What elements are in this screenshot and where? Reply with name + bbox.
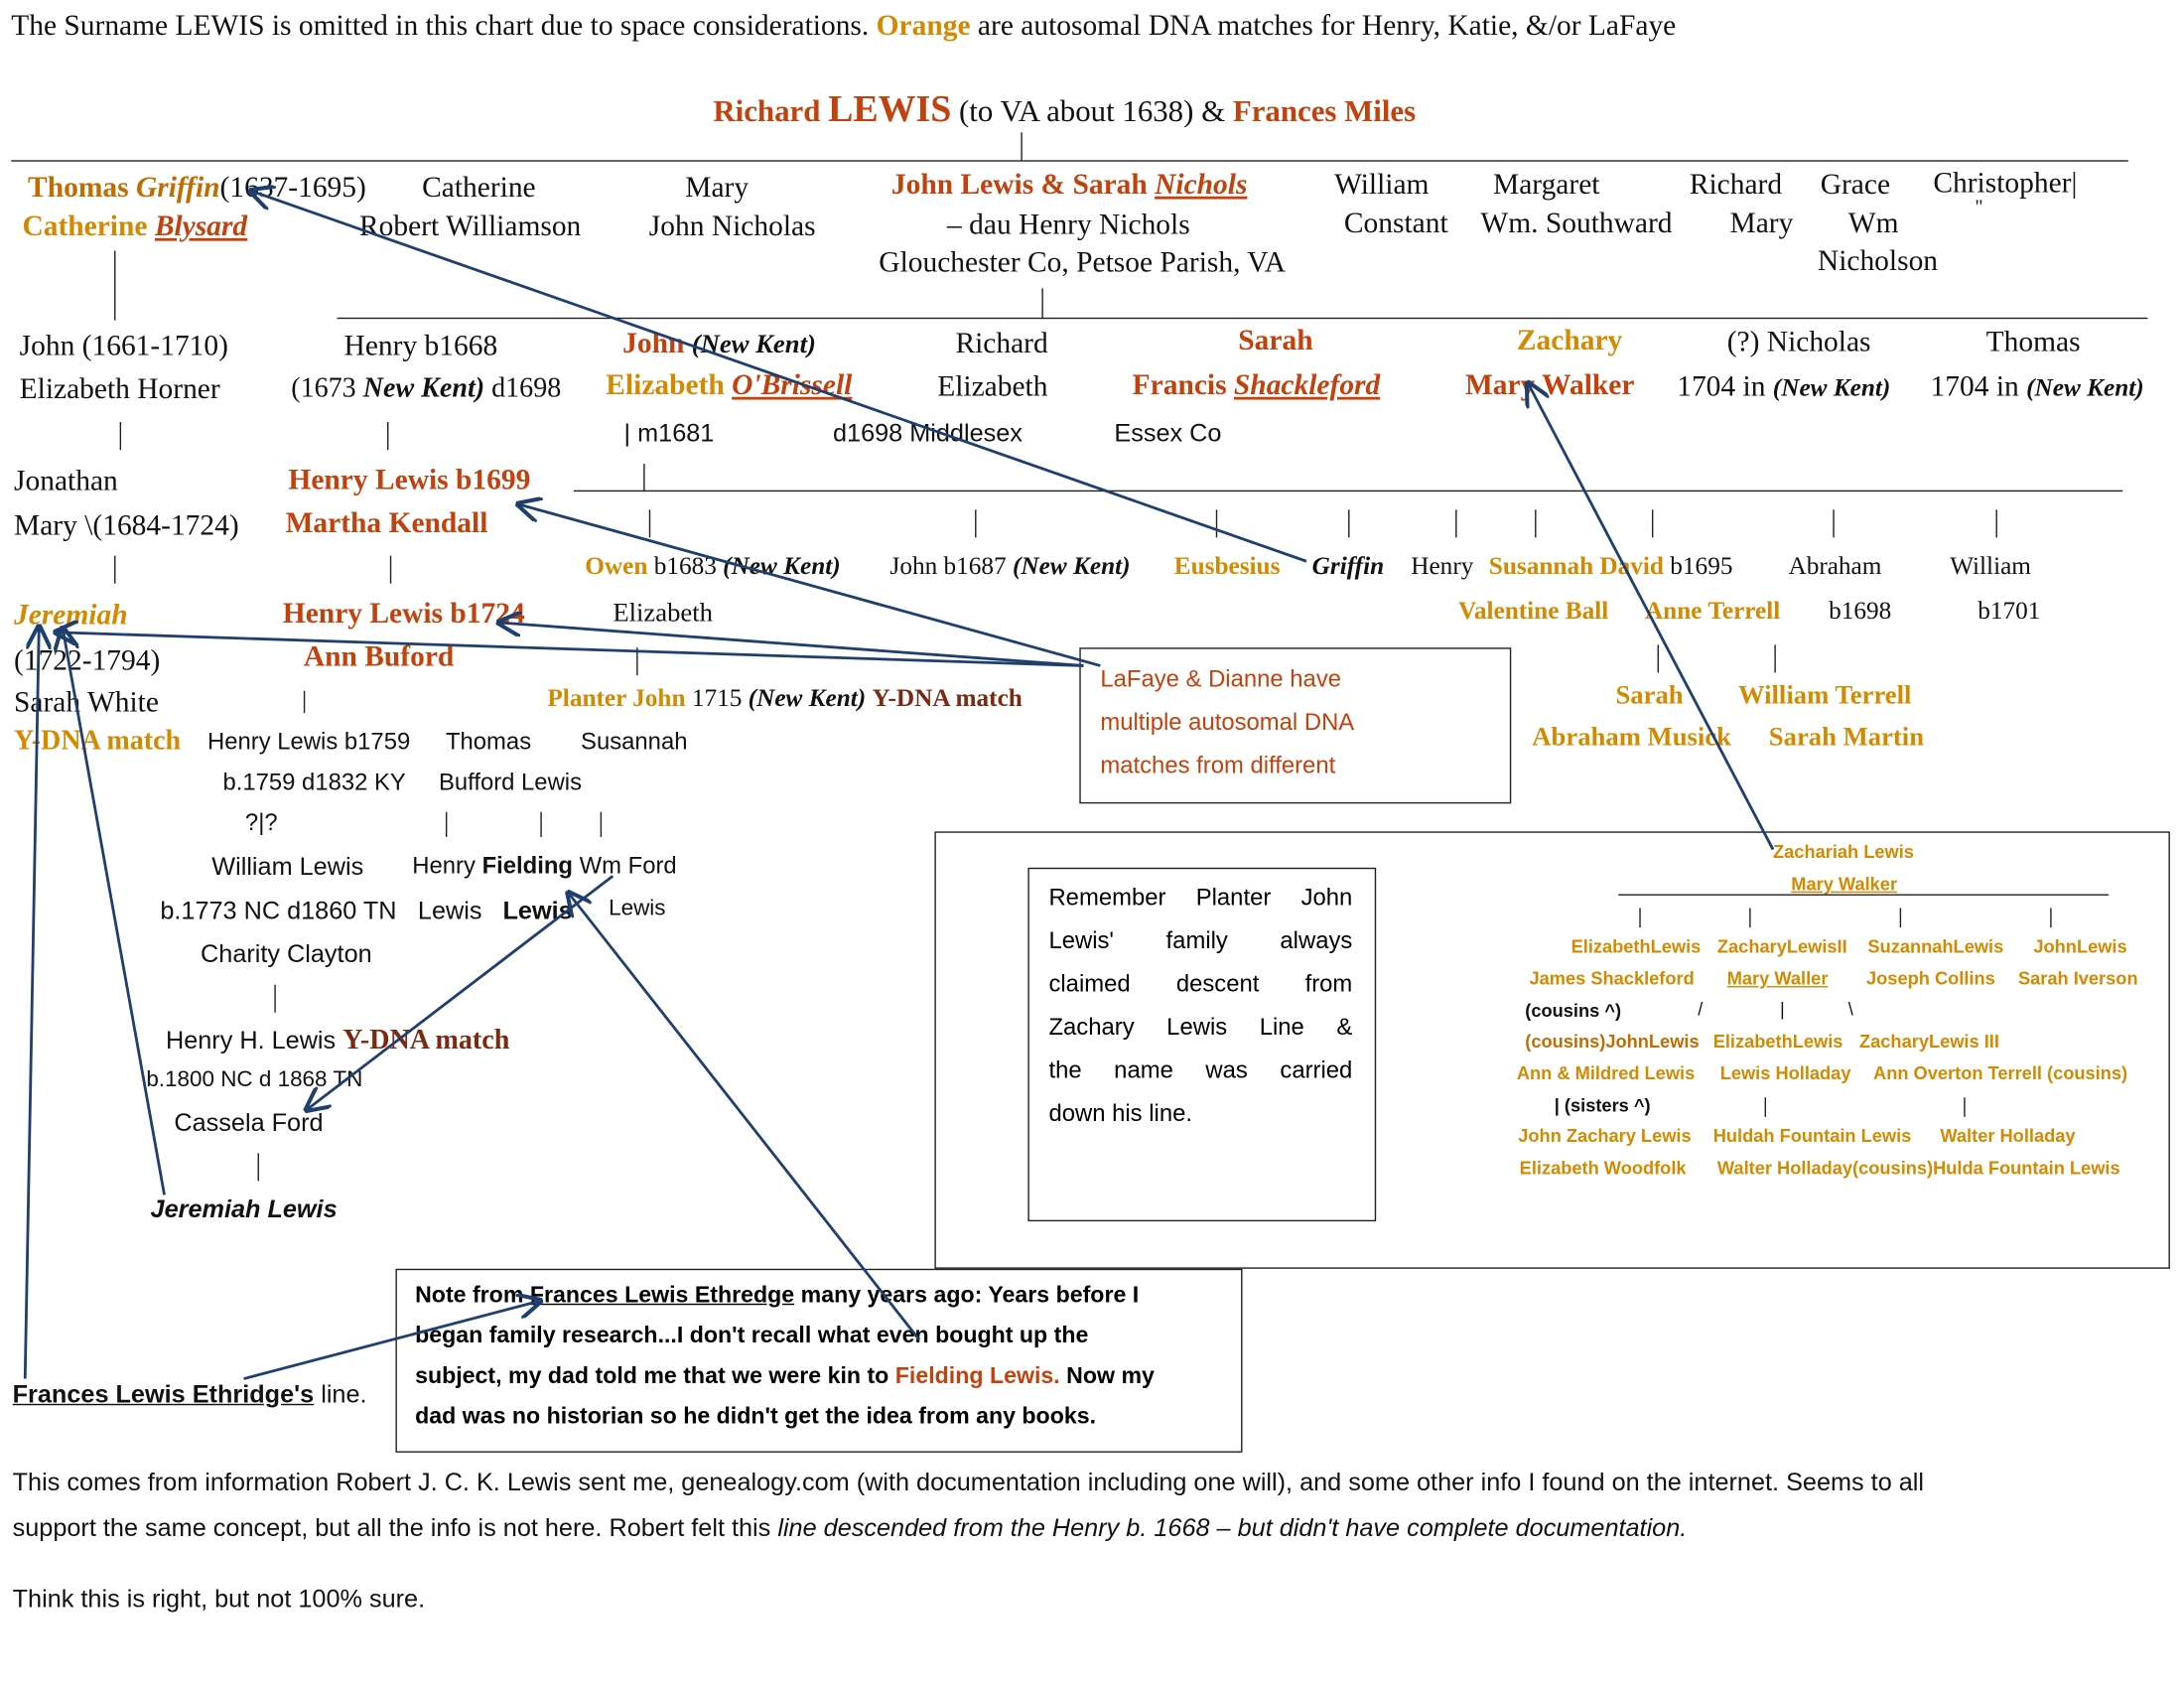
person-elizabeth-4: Elizabeth: [613, 599, 713, 629]
note-subject: subject, my dad told me that we were kin to: [415, 1363, 889, 1389]
person-nicholas: (?) Nicholas: [1726, 324, 1871, 358]
zach-suzannah: SuzannahLewis: [1867, 935, 2004, 957]
note-line-4: dad was no historian so he didn't get the idea from any books.: [415, 1403, 1097, 1430]
william-birth: b1701: [1978, 596, 2041, 625]
header-note-text: The Surname LEWIS is omitted in this chart due to space considerations.: [11, 8, 870, 43]
francis-first: Francis: [1132, 367, 1227, 401]
william-lewis-dates: b.1773 NC d1860 TN: [160, 897, 397, 925]
zach-ann-overton: Ann Overton Terrell (cousins): [1873, 1062, 2128, 1084]
arrow-lafaye-to-henry1699: [518, 504, 1100, 666]
note-fielding: Fielding Lewis.: [894, 1363, 1060, 1389]
thomas-dates: (1637-1695): [219, 170, 366, 204]
lewis-henry: Lewis: [417, 897, 482, 925]
ethridge-name: Frances Lewis Ethridge's: [12, 1379, 315, 1409]
arrow-lafaye-to-henry1724: [498, 623, 1083, 665]
zach-elizabeth-2: ElizabethLewis: [1712, 1030, 1843, 1052]
catherine-first: Catherine: [22, 209, 148, 243]
owen-nk: (New Kent): [723, 551, 841, 580]
person-mary-walker: Mary Walker: [1464, 367, 1635, 401]
zach-sisters: | (sisters ^): [1554, 1094, 1651, 1116]
glouchester: Glouchester Co, Petsoe Parish, VA: [879, 244, 1287, 279]
thomas-nk: (New Kent): [2026, 372, 2144, 401]
zach-walter: Walter Holladay: [1940, 1125, 2076, 1147]
remember-line-1: Remember Planter John: [1048, 884, 1353, 912]
henry-1673-nk: New Kent): [362, 372, 485, 404]
footer-paragraph-2: Think this is right, but not 100% sure.: [12, 1585, 426, 1614]
person-ann-buford: Ann Buford: [303, 638, 455, 673]
person-richard-2: Richard: [955, 326, 1048, 359]
note-years: many years ago: Years before I: [800, 1282, 1140, 1309]
question-marks: ?|?: [244, 808, 278, 836]
person-abraham-musick: Abraham Musick: [1532, 722, 1731, 753]
person-eusbesius: Eusbesius: [1173, 551, 1281, 580]
john-1687-text: John b1687: [889, 551, 1007, 580]
person-martha-kendall: Martha Kendall: [285, 505, 488, 539]
quote-mark: ": [1975, 198, 1983, 219]
zach-john: JohnLewis: [2033, 935, 2127, 957]
elizabeth-first: Elizabeth: [606, 367, 725, 401]
nichols: Nichols: [1155, 167, 1248, 201]
ydna-match-1: Y-DNA match: [14, 725, 182, 757]
remember-line-6: down his line.: [1048, 1100, 1192, 1127]
person-charity-clayton: Charity Clayton: [201, 939, 372, 968]
jeremiah-name: Jeremiah: [14, 597, 128, 632]
henry-5: Henry: [412, 852, 476, 880]
lafaye-line-3: matches from different: [1100, 752, 1336, 779]
person-cassela-ford: Cassela Ford: [174, 1108, 324, 1137]
m1681: | m1681: [623, 419, 715, 448]
fielding: Fielding: [481, 852, 574, 880]
header-orange-word: Orange: [876, 8, 971, 43]
cousins-john-text: (cousins)JohnLewis: [1525, 1030, 1700, 1052]
catherine-blysard: Blysard: [154, 209, 248, 243]
person-zachary: Zachary: [1516, 323, 1623, 357]
arrow-griffin-to-thomas: [251, 191, 1306, 561]
zach-sarah-iverson: Sarah Iverson: [2017, 967, 2138, 989]
susannah-name: Susannah David: [1488, 551, 1664, 580]
zachariah-lewis: Zachariah Lewis: [1773, 841, 1914, 863]
person-richard-elizabeth: Elizabeth: [937, 368, 1048, 403]
thomas-first: Thomas: [28, 170, 129, 204]
henry-h-dates: b.1800 NC d 1868 TN: [146, 1067, 363, 1092]
person-susannah-5: Susannah: [581, 728, 688, 756]
person-nicholson: Nicholson: [1817, 243, 1939, 278]
francis-shackleford: Shackleford: [1233, 367, 1381, 401]
person-jonathan: Jonathan: [14, 464, 118, 497]
zach-cousins-1: (cousins ^): [1525, 1000, 1622, 1022]
remember-line-5: the name was carried: [1048, 1056, 1353, 1084]
person-elizabeth-horner: Elizabeth Horner: [19, 371, 220, 406]
owen-name: Owen: [585, 551, 648, 580]
john-nk-place: (New Kent): [691, 330, 816, 359]
person-jeremiah-lewis: Jeremiah Lewis: [150, 1195, 338, 1223]
lewis-fielding: Lewis: [502, 897, 573, 925]
ethridge-suffix: line.: [321, 1379, 367, 1409]
person-robert-williamson: Robert Williamson: [358, 209, 582, 243]
person-thomas-5: Thomas: [445, 728, 532, 756]
zach-bslash: \: [1847, 998, 1853, 1020]
note-from: Note from: [415, 1282, 524, 1309]
root-frances-miles: Frances Miles: [1232, 92, 1417, 129]
thomas-1704-text: 1704 in: [1930, 368, 2019, 403]
person-william-terrell: William Terrell: [1737, 680, 1912, 711]
jeremiah-dates: (1722-1794): [14, 643, 161, 677]
zach-john-zachary: John Zachary Lewis: [1518, 1125, 1692, 1147]
root-richard: Richard: [713, 92, 821, 129]
planter-john-ydna: Y-DNA match: [872, 683, 1023, 712]
john-nk-name: John: [622, 326, 685, 359]
person-sarah-4: Sarah: [1615, 680, 1684, 711]
person-william-lewis: William Lewis: [211, 852, 364, 881]
zach-joseph-collins: Joseph Collins: [1866, 967, 1995, 989]
zach-elizabeth-woodfolk: Elizabeth Woodfolk: [1519, 1157, 1687, 1179]
header-note-text-2: are autosomal DNA matches for Henry, Katie, &/or LaFaye: [977, 8, 1677, 43]
zach-ann-mildred: Ann & Mildred Lewis: [1516, 1062, 1696, 1084]
person-southward: Wm. Southward: [1480, 206, 1673, 240]
john-1687-nk: (New Kent): [1013, 551, 1131, 580]
zach-slash: /: [1698, 998, 1704, 1020]
thomas-griffin: Griffin: [135, 170, 220, 204]
henry-h-name: Henry H. Lewis: [165, 1026, 337, 1055]
zach-james-shackleford: James Shackleford: [1529, 967, 1695, 989]
arrow-fielding-to-cassela: [307, 876, 614, 1110]
person-richard-mary: Mary: [1729, 206, 1794, 240]
person-mary-1684: Mary \(1684-1724): [14, 507, 239, 542]
zach-zachary-iii: ZacharyLewis III: [1859, 1030, 1999, 1052]
person-valentine-ball: Valentine Ball: [1457, 596, 1609, 625]
arrow-note-to-fielding: [568, 893, 919, 1339]
person-grace-wm: Wm: [1847, 206, 1899, 240]
ydna-match-3: Y-DNA match: [342, 1025, 510, 1056]
planter-john-nk: (New Kent): [748, 683, 867, 712]
arrow-lafaye-to-jeremiah: [56, 633, 1083, 666]
person-thomas-2: Thomas: [1985, 324, 2081, 358]
person-christopher: Christopher|: [1933, 165, 2078, 200]
zach-mary-walker: Mary Walker: [1791, 873, 1898, 895]
lafaye-line-2: multiple autosomal DNA: [1100, 708, 1355, 736]
zach-walter-cousins: Walter Holladay(cousins)Hulda Fountain Lewis: [1716, 1157, 2120, 1179]
footer-line-2b: line descended from the Henry b. 1668 – but didn't have complete documentation.: [777, 1513, 1688, 1542]
arrow-jeremiah-lewis-to-jeremiah: [63, 629, 164, 1196]
planter-john-birth: 1715: [691, 683, 743, 712]
arrow-ethridge-to-note: [244, 1301, 541, 1379]
abraham-birth: b1698: [1829, 596, 1892, 625]
zach-huldah: Huldah Fountain Lewis: [1712, 1125, 1912, 1147]
elizabeth-obrissell: O'Brissell: [732, 367, 853, 401]
remember-line-3: claimed descent from: [1048, 970, 1353, 998]
john-lewis-sarah: John Lewis & Sarah: [890, 167, 1148, 201]
person-william: William: [1334, 167, 1430, 201]
note-line-2: began family research...I don't recall what even bought up the: [415, 1323, 1089, 1348]
wm-ford: Wm Ford: [579, 852, 677, 880]
person-richard: Richard: [1689, 167, 1783, 201]
arrow-zachariah-to-mary-walker: [1528, 383, 1773, 850]
person-mary: Mary: [685, 170, 750, 204]
person-grace: Grace: [1820, 167, 1891, 201]
root-lewis: LEWIS: [828, 87, 952, 130]
arrow-ethridge-to-jeremiah: [25, 627, 39, 1378]
nicholas-nk: (New Kent): [1772, 372, 1891, 401]
essex: Essex Co: [1114, 419, 1222, 448]
root-note: (to VA about 1638) &: [959, 92, 1226, 129]
middlesex: d1698 Middlesex: [832, 419, 1023, 448]
owen-birth: b1683: [653, 551, 717, 580]
person-sarah-martin: Sarah Martin: [1768, 722, 1925, 753]
person-henry-1699: Henry Lewis b1699: [288, 462, 531, 496]
person-abraham: Abraham: [1788, 551, 1882, 580]
person-anne-terrell: Anne Terrell: [1644, 596, 1781, 625]
person-sarah: Sarah: [1238, 323, 1313, 357]
person-henry-1724: Henry Lewis b1724: [282, 596, 525, 630]
person-henry-3: Henry: [1411, 551, 1474, 580]
lafaye-line-1: LaFaye & Dianne have: [1100, 665, 1342, 693]
person-catherine: Catherine: [422, 170, 536, 204]
remember-line-2: Lewis' family always: [1048, 927, 1353, 954]
zach-mary-waller: Mary Waller: [1726, 967, 1829, 989]
henry-1673-a: (1673: [291, 372, 356, 404]
zach-zachary-ii: ZacharyLewisII: [1716, 935, 1847, 957]
footer-line-1: This comes from information Robert J. C. K. Lewis sent me, genealogy.com (with documentation including one will), and some other info I found on the internet. Seems to all: [12, 1468, 1925, 1496]
person-william-3: William: [1950, 551, 2031, 580]
person-henry-1668: Henry b1668: [343, 329, 498, 362]
henry-1673-d: d1698: [491, 372, 562, 404]
nicholas-1704-text: 1704 in: [1677, 368, 1766, 403]
note-frances: Frances Lewis Ethredge: [529, 1282, 795, 1309]
susannah-birth: b1695: [1670, 551, 1733, 580]
note-now: Now my: [1066, 1363, 1155, 1389]
person-griffin: Griffin: [1311, 551, 1385, 580]
remember-line-4: Zachary Lewis Line &: [1048, 1014, 1353, 1041]
zach-elizabeth-lewis: ElizabethLewis: [1570, 935, 1702, 957]
bufford-lewis: Bufford Lewis: [438, 769, 583, 795]
person-constant: Constant: [1343, 206, 1448, 240]
person-henry-1759: Henry Lewis b1759: [207, 728, 411, 756]
zach-bar: |: [1780, 998, 1785, 1020]
person-john-1661: John (1661-1710): [19, 329, 228, 362]
dau-henry-nichols: – dau Henry Nichols: [947, 207, 1190, 241]
zach-lewis-holladay: Lewis Holladay: [1719, 1062, 1851, 1084]
lewis-wm-ford: Lewis: [609, 897, 666, 921]
person-margaret: Margaret: [1493, 167, 1600, 201]
planter-john-name: Planter John: [547, 683, 686, 712]
footer-line-2a: support the same concept, but all the info is not here. Robert felt this: [12, 1513, 771, 1542]
person-sarah-white: Sarah White: [14, 685, 159, 719]
henry-1759-dates: b.1759 d1832 KY: [222, 769, 406, 795]
person-john-nicholas: John Nicholas: [648, 209, 816, 243]
